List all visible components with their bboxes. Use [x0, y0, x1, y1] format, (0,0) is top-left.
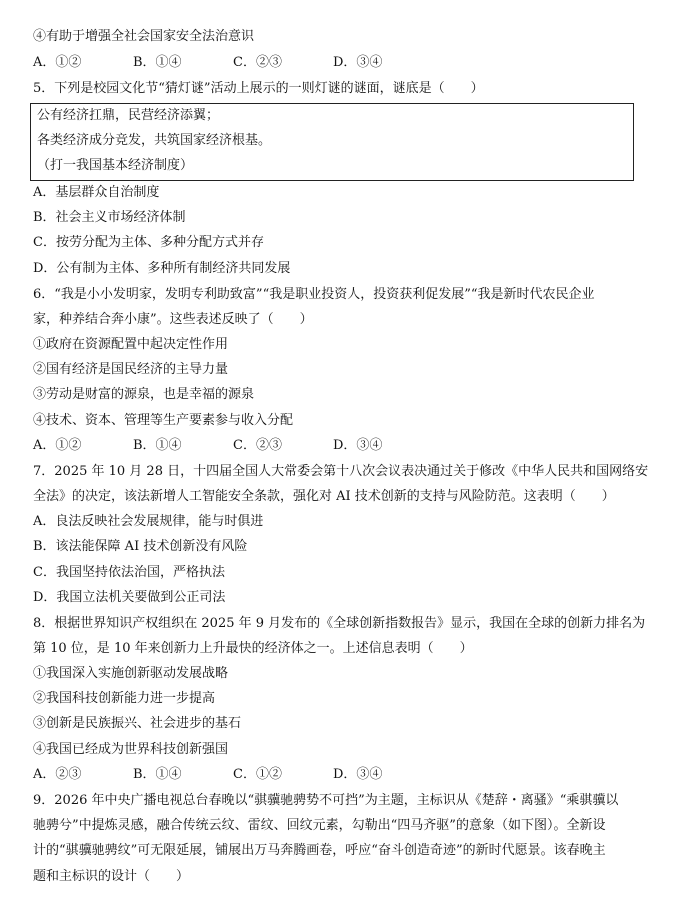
q8-options — [33, 766, 382, 784]
q8-item-4: ④我国已经成为世界科技创新强国 — [33, 742, 229, 757]
q7-stem-line-1: 7．2025 年 10 月 28 日，十四届全国人大常委会第十八次会议表决通过关于修改《中华人民共和国网络安 — [33, 464, 649, 479]
q4-option-c: C．②③ — [233, 55, 282, 70]
q8-option-b: B．①④ — [133, 767, 182, 782]
q6-item-4: ④技术、资本、管理等生产要素参与收入分配 — [33, 413, 294, 428]
q4-option-d: D．③④ — [333, 55, 383, 70]
q6-option-b: B．①④ — [133, 438, 182, 453]
q6-stem-line-2: 家，种养结合奔小康”。这些表述反映了（ ） — [33, 312, 313, 327]
q7-option-b: B．该法能保障 AI 技术创新没有风险 — [33, 539, 248, 554]
q8-item-1: ①我国深入实施创新驱动发展战略 — [33, 666, 229, 681]
q6-item-2: ②国有经济是国民经济的主导力量 — [33, 362, 229, 377]
q7-stem-line-2: 全法》的决定，该法新增人工智能安全条款，强化对 AI 技术创新的支持与风险防范。这表明（ ） — [33, 489, 615, 504]
q8-item-3: ③创新是民族振兴、社会进步的基石 — [33, 716, 242, 731]
q6-option-a: A．①② — [33, 438, 82, 453]
q9-stem-line-1: 9．2026 年中央广播电视总台春晚以“骐骥驰骋势不可挡”为主题，主标识从《楚辞・离骚》“乘骐骥以 — [33, 793, 619, 808]
q4-option-a: A．①② — [33, 55, 82, 70]
q6-options — [33, 437, 382, 455]
riddle-line-2: 各类经济成分竞发，共筑国家经济根基。 — [37, 133, 272, 148]
riddle-line-3: （打一我国基本经济制度） — [37, 158, 194, 173]
q6-item-1: ①政府在资源配置中起决定性作用 — [33, 337, 229, 352]
q5-option-a: A．基层群众自治制度 — [33, 185, 160, 200]
q8-option-c: C．①② — [233, 767, 282, 782]
riddle-box — [30, 103, 634, 181]
q4-option-b: B．①④ — [133, 55, 182, 70]
q9-stem-line-3: 计的“骐骥驰骋纹”可无限延展，铺展出万马奔腾画卷，呼应“奋斗创造奇迹”的新时代愿景。该春晚主 — [33, 843, 606, 858]
q8-item-2: ②我国科技创新能力进一步提高 — [33, 691, 216, 706]
q4-item-4: ④有助于增强全社会国家安全法治意识 — [33, 29, 255, 44]
q5-option-d: D．公有制为主体、多种所有制经济共同发展 — [33, 261, 291, 276]
q6-item-3: ③劳动是财富的源泉，也是幸福的源泉 — [33, 387, 255, 402]
q8-option-d: D．③④ — [333, 767, 383, 782]
q5-option-c: C．按劳分配为主体、多种分配方式并存 — [33, 235, 264, 250]
q6-option-c: C．②③ — [233, 438, 282, 453]
q5-option-b: B．社会主义市场经济体制 — [33, 210, 186, 225]
q7-option-d: D．我国立法机关要做到公正司法 — [33, 590, 226, 605]
q8-option-a: A．②③ — [33, 767, 82, 782]
q6-stem-line-1: 6．“我是小小发明家，发明专利助致富”“我是职业投资人，投资获利促发展”“我是新时代农民企业 — [33, 287, 595, 302]
q8-stem-line-1: 8．根据世界知识产权组织在 2025 年 9 月发布的《全球创新指数报告》显示，我国在全球的创新力排名为 — [33, 616, 646, 631]
q8-stem-line-2: 第 10 位，是 10 年来创新力上升最快的经济体之一。上述信息表明（ ） — [33, 641, 473, 656]
q7-option-a: A．良法反映社会发展规律，能与时俱进 — [33, 514, 264, 529]
q7-option-c: C．我国坚持依法治国，严格执法 — [33, 565, 225, 580]
q9-stem-line-4: 题和主标识的设计（ ） — [33, 869, 190, 884]
q5-stem: 5．下列是校园文化节“猜灯谜”活动上展示的一则灯谜的谜面，谜底是（ ） — [33, 81, 484, 96]
riddle-line-1: 公有经济扛鼎，民营经济添翼； — [37, 108, 220, 123]
q9-stem-line-2: 驰骋兮”中提炼灵感，融合传统云纹、雷纹、回纹元素，勾勒出“四马齐驱”的意象（如下图）。全新设 — [33, 818, 606, 833]
q6-option-d: D．③④ — [333, 438, 383, 453]
q4-options — [33, 54, 382, 72]
